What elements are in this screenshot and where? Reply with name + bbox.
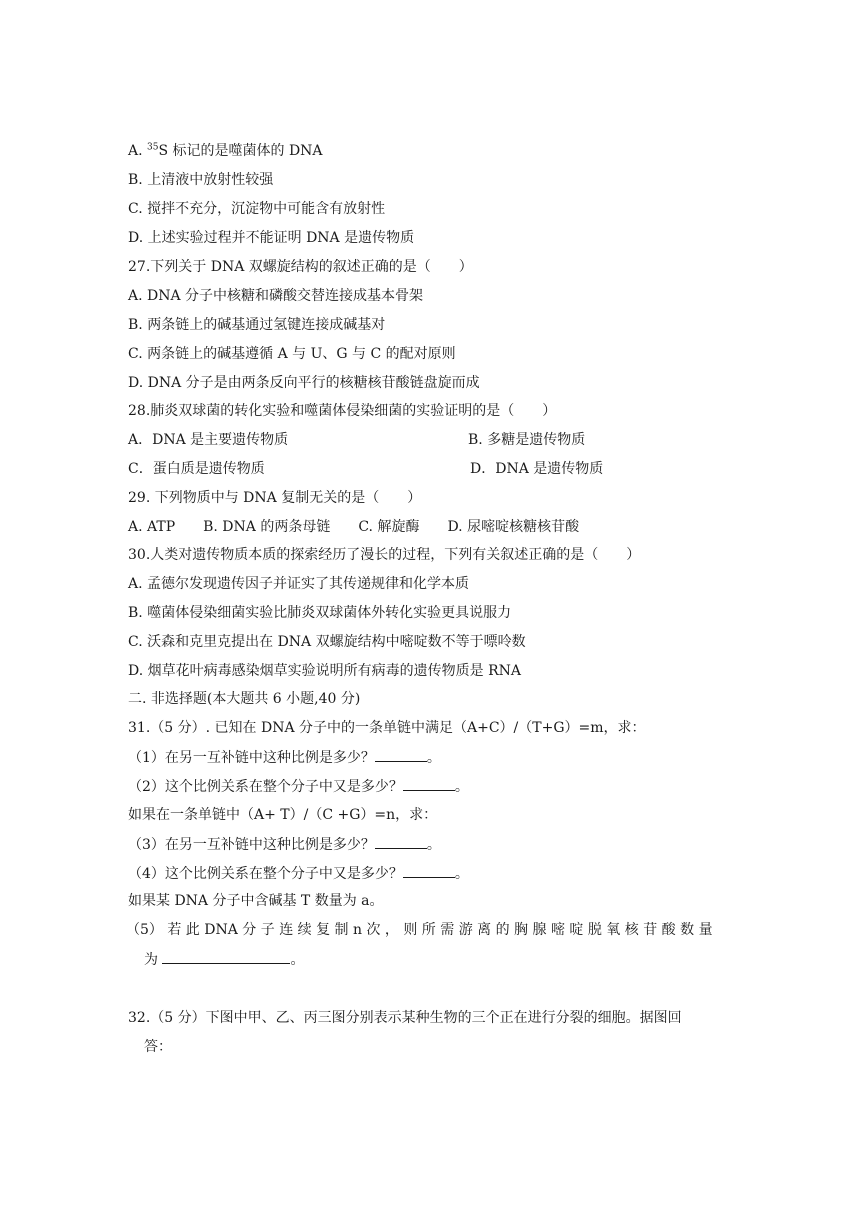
q30-option-d: D. 烟草花叶病毒感染烟草实验说明所有病毒的遗传物质是 RNA — [128, 663, 521, 679]
q27-option-c: C. 两条链上的碱基遵循 A 与 U、G 与 C 的配对原则 — [128, 346, 456, 362]
q32-stem-line-1: 32.（5 分）下图中甲、乙、丙三图分别表示某种生物的三个正在进行分裂的细胞。据图回 — [128, 1010, 682, 1026]
q26-option-d: D. 上述实验过程并不能证明 DNA 是遗传物质 — [128, 230, 415, 246]
q31-part-3 — [128, 834, 441, 855]
q27-option-a: A. DNA 分子中核糖和磷酸交替连接成基本骨架 — [128, 288, 424, 304]
isotope-superscript: 35 — [147, 142, 159, 153]
q26-option-a-prefix: A. — [128, 143, 148, 159]
q31-part-2 — [128, 776, 469, 797]
q31-part-3-text: （3）在另一互补链中这种比例是多少？ — [128, 837, 375, 853]
q31-condition-2: 如果在一条单链中（A+ T）/（C +G）=n，求： — [128, 807, 438, 823]
q31-condition-3: 如果某 DNA 分子中含碱基 T 数量为 a。 — [128, 893, 384, 909]
q28-option-d: D．DNA 是遗传物质 — [470, 461, 604, 477]
q31-part-1 — [128, 747, 441, 768]
q30-stem: 30.人类对遗传物质本质的探索经历了漫长的过程，下列有关叙述正确的是（ ） — [128, 547, 641, 563]
q29-options: A. ATP B. DNA 的两条母链 C. 解旋酶 D. 尿嘧啶核糖核苷酸 — [128, 519, 580, 535]
q31-stem: 31.（5 分）. 已知在 DNA 分子中的一条单链中满足（A+C）/（T+G）=m，求： — [128, 720, 646, 736]
section-heading: 二. 非选择题(本大题共 6 小题,40 分) — [128, 691, 361, 707]
q30-option-c: C. 沃森和克里克提出在 DNA 双螺旋结构中嘧啶数不等于嘌呤数 — [128, 634, 526, 650]
answer-blank-1[interactable] — [375, 747, 427, 762]
period: 。 — [426, 750, 441, 766]
q26-option-c: C. 搅拌不充分，沉淀物中可能含有放射性 — [128, 201, 386, 217]
q27-stem: 27.下列关于 DNA 双螺旋结构的叙述正确的是（ ） — [128, 259, 473, 275]
q31-part-5-prefix: 为 — [144, 952, 158, 968]
q28-option-a: A．DNA 是主要遗传物质 — [128, 432, 289, 448]
q31-part-2-text: （2）这个比例关系在整个分子中又是多少？ — [128, 779, 403, 795]
q27-option-b: B. 两条链上的碱基通过氢键连接成碱基对 — [128, 317, 386, 333]
answer-blank-4[interactable] — [403, 863, 455, 878]
q29-stem: 29. 下列物质中与 DNA 复制无关的是（ ） — [128, 490, 422, 506]
q31-part-5-line-2 — [144, 949, 304, 970]
q30-option-b: B. 噬菌体侵染细菌实验比肺炎双球菌体外转化实验更具说服力 — [128, 605, 512, 621]
q30-option-a: A. 孟德尔发现遗传因子并证实了其传递规律和化学本质 — [128, 576, 470, 592]
answer-blank-5[interactable] — [162, 949, 290, 964]
q31-part-4 — [128, 863, 469, 884]
period: 。 — [454, 866, 469, 882]
q26-option-a — [128, 141, 323, 161]
q31-part-4-text: （4）这个比例关系在整个分子中又是多少？ — [128, 866, 403, 882]
q28-option-c: C．蛋白质是遗传物质 — [128, 461, 265, 477]
answer-blank-2[interactable] — [403, 776, 455, 791]
q27-option-d: D. DNA 分子是由两条反向平行的核糖核苷酸链盘旋而成 — [128, 375, 480, 391]
q28-option-b: B. 多糖是遗传物质 — [468, 432, 586, 448]
period: 。 — [290, 952, 305, 968]
q31-part-5-line-1: （5） 若 此 DNA 分 子 连 续 复 制 n 次 ， 则 所 需 游 离 的 胸 腺 嘧 啶 脱 氧 核 苷 酸 数 量 — [126, 922, 713, 938]
q26-option-b: B. 上清液中放射性较强 — [128, 172, 274, 188]
period: 。 — [454, 779, 469, 795]
q28-stem: 28.肺炎双球菌的转化实验和噬菌体侵染细菌的实验证明的是（ ） — [128, 403, 557, 419]
q31-part-1-text: （1）在另一互补链中这种比例是多少？ — [128, 750, 375, 766]
q32-stem-line-2: 答： — [144, 1039, 172, 1055]
period: 。 — [426, 837, 441, 853]
answer-blank-3[interactable] — [375, 834, 427, 849]
q26-option-a-text: S 标记的是噬菌体的 DNA — [158, 143, 323, 159]
